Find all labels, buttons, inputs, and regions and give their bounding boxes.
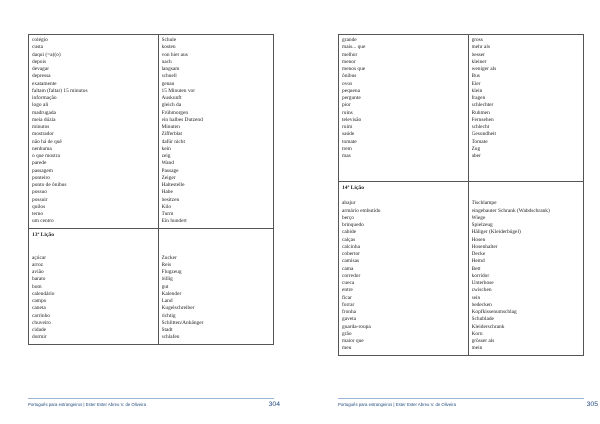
word-entry: besser <box>471 51 485 58</box>
word-entry: mein <box>471 345 483 352</box>
word-entry: Bett <box>471 265 481 272</box>
word-entry: quilos <box>32 203 46 210</box>
word-entry: Decke <box>471 251 486 257</box>
german-column <box>468 35 584 182</box>
word-list <box>32 37 155 226</box>
word-entry: kein <box>161 145 171 152</box>
word-entry: schnell <box>161 73 177 80</box>
portuguese-column <box>339 35 469 182</box>
word-entry: Wiege <box>471 214 486 221</box>
word-entry: besitzen <box>161 196 180 203</box>
word-entry: Kalender <box>161 290 182 297</box>
word-entry: barato <box>32 276 46 283</box>
word-entry: nach <box>161 58 172 65</box>
word-entry: melhor <box>342 51 358 58</box>
word-entry: Wand <box>161 160 174 167</box>
word-entry: menor <box>342 58 356 65</box>
word-entry: menos que <box>342 66 366 72</box>
word-entry: chuveiro <box>32 319 51 326</box>
word-entry: ponto de ônibus <box>32 182 67 188</box>
portuguese-column <box>29 228 159 344</box>
word-entry: meu <box>342 345 352 352</box>
word-entry: schlecht <box>471 124 490 130</box>
word-entry: Kugelschreiber <box>161 305 195 312</box>
word-entry: eingebauter Schrank (Wabdschrank) <box>471 207 550 214</box>
word-entry: brinquedo <box>342 222 364 228</box>
word-entry: terno <box>32 211 44 217</box>
word-entry: Tomate <box>471 138 488 145</box>
word-entry: ponteiro <box>32 174 50 181</box>
word-entry: Reis <box>161 261 172 268</box>
word-entry: maior que <box>342 338 364 344</box>
word-entry: bom <box>32 283 42 290</box>
word-entry: cobertor <box>342 251 360 257</box>
word-entry: Habe <box>161 189 173 196</box>
word-list <box>162 255 271 342</box>
word-entry: parede <box>32 160 47 167</box>
word-entry: entre <box>342 287 353 294</box>
word-entry: ônibus <box>342 73 357 80</box>
table-row <box>339 35 584 182</box>
word-entry: nenhuma <box>32 145 52 152</box>
word-entry: schlafen <box>161 334 180 341</box>
word-list <box>162 37 271 226</box>
word-entry: Stadt <box>161 327 173 333</box>
word-entry: dormir <box>32 334 47 341</box>
word-entry: grão <box>342 330 352 337</box>
lesson-header: 14ª Lição <box>342 185 365 192</box>
word-entry: ficar <box>342 294 352 301</box>
table-row <box>29 35 274 229</box>
right-page <box>300 0 600 424</box>
word-entry: gut <box>161 283 169 290</box>
word-entry: zwischen <box>471 287 492 294</box>
word-entry: televisão <box>342 116 362 123</box>
page-footer <box>28 398 280 411</box>
word-list <box>472 200 581 352</box>
word-entry: pequena <box>342 87 360 94</box>
vocabulary-table <box>28 34 274 345</box>
word-entry: Bus <box>471 73 480 80</box>
word-entry: pergunte <box>342 95 361 101</box>
word-entry: informação <box>32 95 57 101</box>
word-entry: corredor <box>342 272 361 279</box>
word-entry: Eier <box>471 80 481 87</box>
word-entry: Ruhmen <box>471 109 490 116</box>
word-entry: cidade <box>32 327 47 333</box>
word-entry: passagem <box>32 167 53 174</box>
word-entry: richtig <box>161 312 176 319</box>
word-entry: pior <box>342 102 351 109</box>
word-entry: langsam <box>161 66 180 72</box>
word-entry: ruins <box>342 109 353 116</box>
word-entry: tomate <box>342 138 357 145</box>
word-entry: von hier aus <box>161 51 188 58</box>
word-entry: Tischlampe <box>471 200 497 207</box>
word-entry: mostrador <box>32 131 54 138</box>
word-entry: Gesundheit <box>471 131 497 138</box>
page-number: 304 <box>268 401 280 408</box>
word-entry: um centro <box>32 218 54 225</box>
word-entry: kleiner <box>471 58 487 65</box>
word-entry: calças <box>342 236 356 243</box>
page-footer <box>338 398 598 411</box>
word-entry: calendário <box>32 290 55 297</box>
word-entry: ein halbes Dutzend <box>161 116 203 123</box>
portuguese-column <box>339 182 469 355</box>
word-entry: Korn <box>471 330 483 337</box>
word-entry: ovos <box>342 80 353 87</box>
word-entry: Passage <box>161 167 179 174</box>
word-entry: devagar <box>32 66 50 72</box>
word-entry: gross <box>471 37 483 43</box>
word-entry: custa <box>32 44 44 51</box>
page-number: 305 <box>586 401 598 408</box>
word-entry: Frühmorgen <box>161 109 189 116</box>
word-entry: campo <box>32 298 47 304</box>
word-entry: depressa <box>32 73 51 80</box>
word-entry: o que mostra <box>32 153 60 159</box>
word-entry: Spielzeug <box>471 222 493 228</box>
word-entry: billig <box>161 276 173 283</box>
word-entry: kosten <box>161 44 176 51</box>
word-entry: Hosenhalter <box>471 243 498 250</box>
footer-text: Português para estrangeiros | Ester Ester Abreu V. de Oliveira <box>28 402 146 407</box>
lesson-header: 13ª Lição <box>32 231 55 238</box>
word-entry: mais... que <box>342 44 366 51</box>
word-list <box>472 37 581 160</box>
word-entry: Haltestelle <box>161 182 185 188</box>
word-entry: forrar <box>342 301 355 308</box>
word-entry: saúde <box>342 131 355 138</box>
word-entry: Zeiger <box>161 174 176 181</box>
word-entry: Zucker <box>161 254 177 261</box>
word-list <box>32 255 155 342</box>
word-entry: guarda-roupa <box>342 323 371 330</box>
word-entry: depois <box>32 58 47 65</box>
word-entry: fragen <box>471 95 486 101</box>
table-row <box>29 228 274 344</box>
word-entry: fronha <box>342 309 357 315</box>
word-entry: açúcar <box>32 254 47 261</box>
word-entry: Schublade <box>471 316 494 323</box>
word-entry: calcinha <box>342 243 360 250</box>
word-entry: Häliger (Kleiderbügel) <box>471 229 521 236</box>
word-entry: possuir <box>32 196 48 203</box>
word-entry: arroz <box>32 261 44 268</box>
word-entry: Hemd <box>471 258 485 265</box>
word-entry: aber <box>471 153 481 159</box>
word-entry: Zug <box>471 145 481 152</box>
word-entry: klein <box>471 87 483 94</box>
word-entry: exatamente <box>32 80 57 87</box>
word-entry: bedecken <box>471 301 492 308</box>
vocabulary-table <box>338 34 584 356</box>
word-entry: zeig <box>161 153 171 159</box>
word-entry: mehr als <box>471 44 490 51</box>
word-entry: daqui (=a)(o) <box>32 51 61 58</box>
word-entry: Turm <box>161 211 174 217</box>
word-entry: Hosen <box>471 236 486 243</box>
word-entry: armário embutido <box>342 207 381 214</box>
word-entry: sein <box>471 294 481 301</box>
word-entry: Kleiderschrank <box>471 323 505 330</box>
word-entry: dafür nicht <box>161 138 185 145</box>
word-entry: cueca <box>342 280 355 286</box>
word-entry: 15 Minuten vor <box>161 87 196 94</box>
word-entry: Flugzeug <box>161 269 182 275</box>
word-entry: ruim <box>342 124 353 130</box>
german-column <box>468 182 584 355</box>
word-entry: weniger als <box>471 66 497 72</box>
word-entry: Unterhose <box>471 280 494 286</box>
word-entry: cabide <box>342 229 357 236</box>
word-entry: Kopfkissenumschlag <box>471 309 517 315</box>
word-entry: Zifferblat <box>161 131 183 138</box>
word-entry: Schlitten/Anhänger <box>161 319 204 326</box>
word-entry: Kilo <box>161 203 172 210</box>
word-entry: berço <box>342 214 354 221</box>
table-row <box>339 182 584 355</box>
word-entry: gaveta <box>342 316 357 323</box>
word-entry: Schule <box>161 37 177 43</box>
word-entry: minutos <box>32 124 50 130</box>
word-entry: meia dúzia <box>32 116 56 123</box>
word-entry: trem <box>342 145 352 152</box>
word-entry: carrinho <box>32 312 50 319</box>
word-entry: Land <box>161 298 173 304</box>
word-entry: gleich da <box>161 102 182 109</box>
word-entry: abajur <box>342 200 356 207</box>
word-entry: colégio <box>32 37 48 43</box>
german-column <box>158 35 274 229</box>
word-entry: grande <box>342 37 357 43</box>
word-entry: grösser als <box>471 338 495 344</box>
word-entry: logo ali <box>32 102 49 109</box>
word-entry: caneta <box>32 305 46 312</box>
word-entry: Fernsehen <box>471 116 494 123</box>
word-entry: não há de quê <box>32 138 62 145</box>
word-entry: avião <box>32 269 44 275</box>
word-entry: faltam (faltar) 15 minutos <box>32 87 88 94</box>
word-entry: madrugada <box>32 109 56 116</box>
portuguese-column <box>29 35 159 229</box>
footer-text: Português para estrangeiros | Ester Ester Abreu V. de Oliveira <box>338 402 456 407</box>
word-entry: schlechter <box>471 102 494 109</box>
word-entry: Minuten <box>161 124 180 130</box>
word-entry: mas <box>342 153 351 159</box>
word-entry: possuo <box>32 189 47 196</box>
word-entry: genau <box>161 80 175 87</box>
word-entry: korridor <box>471 272 490 279</box>
word-list <box>342 37 465 160</box>
german-column <box>158 228 274 344</box>
word-entry: Ein hundert <box>161 218 187 225</box>
word-entry: camisas <box>342 258 360 265</box>
word-entry: cama <box>342 265 354 272</box>
word-list <box>342 200 465 352</box>
word-entry: Auskunft <box>161 95 182 101</box>
